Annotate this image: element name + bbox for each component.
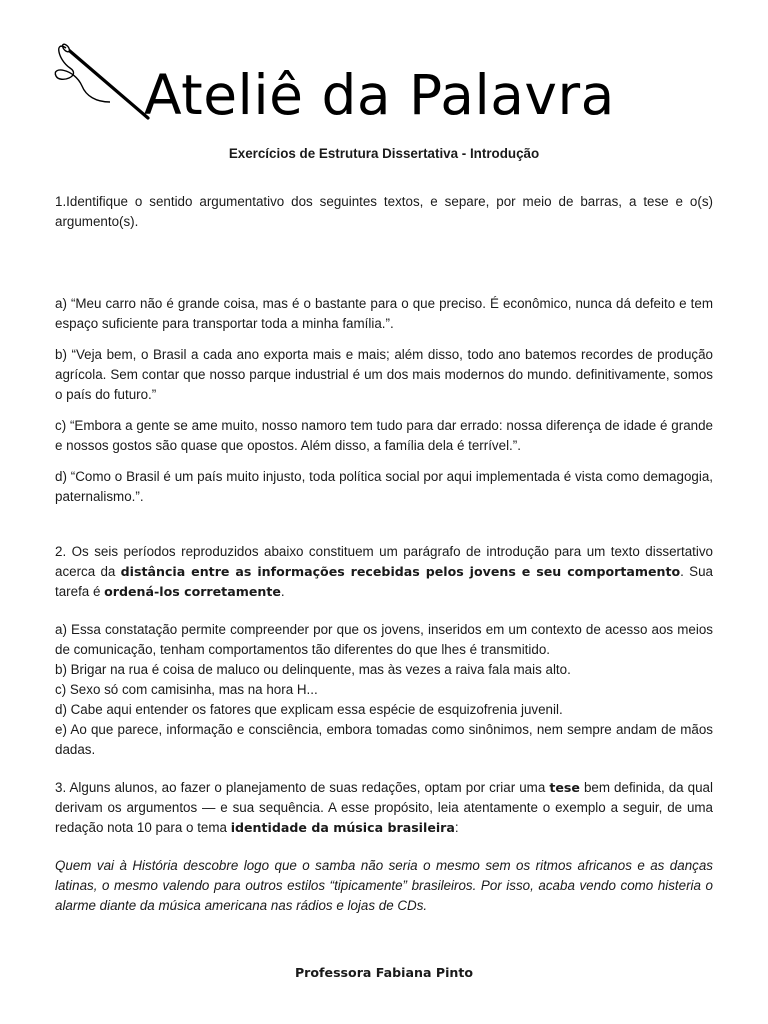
q1-item-b: b) “Veja bem, o Brasil a cada ano exporta mais e mais; além disso, todo ano batemos recordes de produção agrícola. Sem contar que nosso parque industrial é um dos mais modernos do mundo. definitivamente, somos o país do futuro.”	[55, 347, 713, 402]
q3-thesis-term: tese	[549, 780, 580, 795]
q2-item-e: e) Ao que parece, informação e consciência, embora tomadas como sinônimos, nem sempre andam de mãos dadas.	[55, 722, 713, 757]
q2-intro-text: .	[280, 584, 285, 599]
author-footer: Professora Fabiana Pinto	[294, 965, 474, 980]
q3-example-quote: Quem vai à História descobre logo que o samba não seria o mesmo sem os ritmos africanos e as danças latinas, o mesmo valendo para outros estilos “tipicamente” brasileiros. Por isso, acaba vendo como histeria o alarme diante da música americana nas rádios e lojas de CDs.	[55, 858, 713, 913]
q2-item-c: c) Sexo só com camisinha, mas na hora H...	[55, 682, 318, 697]
spacer	[55, 507, 713, 542]
exercise-content	[55, 192, 713, 916]
q3-text: :	[454, 820, 459, 835]
header	[52, 38, 732, 128]
q1-item-c: c) “Embora a gente se ame muito, nosso namoro tem tudo para dar errado: nossa diferença de idade é grande e nossos gostos são quase que opostos. Além disso, a família dela é terrível.”.	[55, 418, 713, 453]
q1-item-a: a) “Meu carro não é grande coisa, mas é o bastante para o que preciso. É econômico, nunca dá defeito e tem espaço suficiente para transportar toda a minha família.”.	[55, 296, 713, 331]
q3-text: bem definida, da qual derivam os argumentos — e sua sequência. A esse propósito, leia atentamente o exemplo a seguir, de uma redação nota 10 para o tema	[55, 780, 713, 835]
spacer	[55, 334, 713, 345]
q2-item-a: a) Essa constatação permite compreender por que os jovens, inseridos em um contexto de acesso aos meios de comunicação, tenham comportamentos tão diferentes do que lhes é transmitido.	[55, 622, 713, 657]
q3-text: 3. Alguns alunos, ao fazer o planejamento de suas redações, optam por criar uma	[55, 780, 550, 795]
q3-prompt	[55, 778, 713, 838]
q2-item-d: d) Cabe aqui entender os fatores que explicam essa espécie de esquizofrenia juvenil.	[55, 702, 563, 717]
q2-intro-text: . Sua tarefa é	[55, 564, 713, 599]
q2-intro-text: 2. Os seis períodos reproduzidos abaixo constituem um parágrafo de introdução para um texto dissertativo acerca da	[55, 544, 713, 579]
q2-topic: distância entre as informações recebidas pelos jovens e seu comportamento	[120, 564, 681, 579]
q1-item-d: d) “Como o Brasil é um país muito injusto, toda política social por aqui implementada é vista como demagogia, paternalismo.”.	[55, 469, 713, 504]
needle-and-thread-icon	[52, 38, 152, 128]
q2-prompt	[55, 542, 713, 602]
spacer	[55, 456, 713, 467]
q1-prompt: 1.Identifique o sentido argumentativo dos seguintes textos, e separe, por meio de barras, a tese e o(s) argumento(s).	[55, 194, 713, 229]
document-subtitle: Exercícios de Estrutura Dissertativa - Introdução	[228, 146, 540, 161]
spacer	[55, 405, 713, 416]
q2-item-b: b) Brigar na rua é coisa de maluco ou delinquente, mas às vezes a raiva fala mais alto.	[55, 662, 571, 677]
spacer	[55, 602, 713, 620]
spacer	[55, 232, 713, 294]
q3-theme: identidade da música brasileira	[230, 820, 455, 835]
q2-task: ordená-los corretamente	[104, 584, 281, 599]
spacer	[55, 838, 713, 856]
spacer	[55, 760, 713, 778]
brand-name: Ateliê da Palavra	[144, 63, 615, 127]
